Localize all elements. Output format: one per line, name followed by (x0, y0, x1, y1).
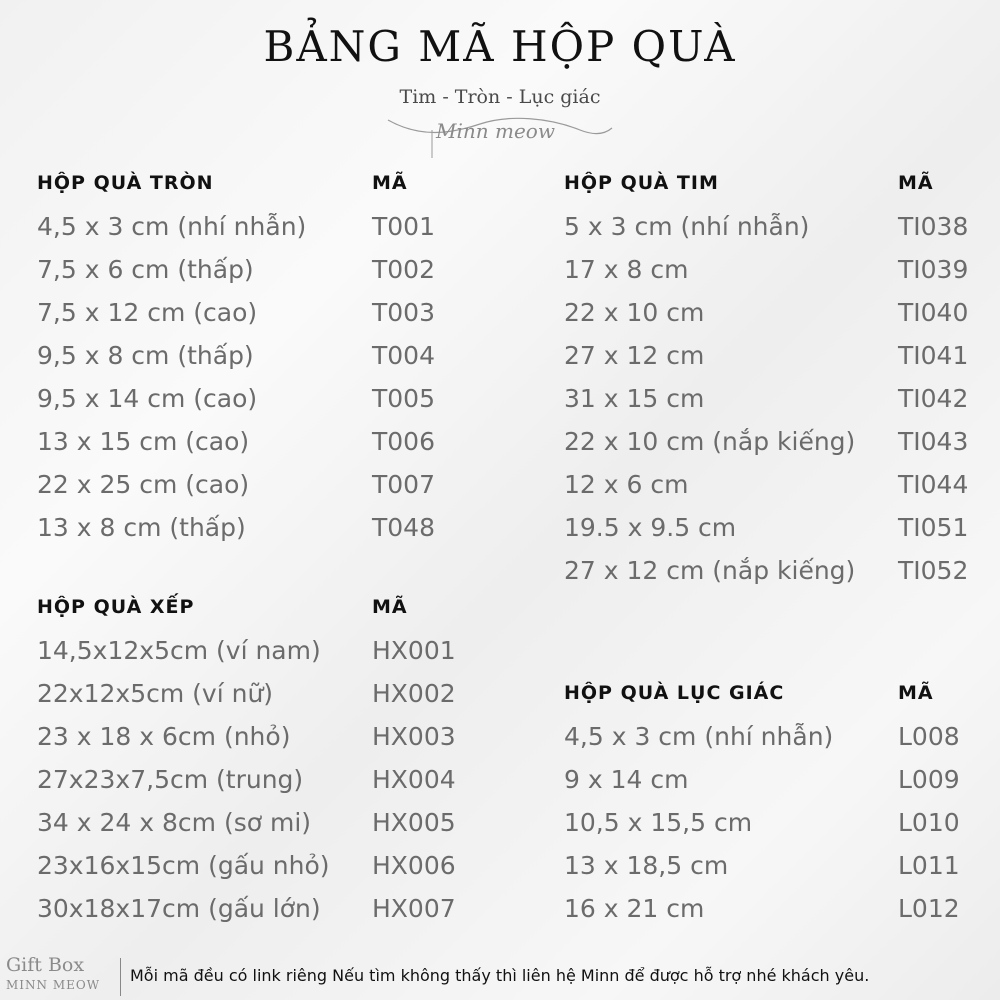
item-size: 31 x 15 cm (564, 384, 705, 413)
table-row (564, 255, 984, 284)
table-row (37, 470, 487, 499)
table-row (37, 722, 487, 751)
footer-note: Mỗi mã đều có link riêng Nếu tìm không thấy thì liên hệ Minn để được hỗ trợ nhé khách yêu. (130, 966, 870, 985)
item-code: T001 (372, 212, 435, 241)
item-code: T002 (372, 255, 435, 284)
item-size: 12 x 6 cm (564, 470, 689, 499)
item-code: HX005 (372, 808, 456, 837)
item-size: 9,5 x 8 cm (thấp) (37, 341, 254, 370)
table-row (37, 427, 487, 456)
item-code: TI044 (898, 470, 969, 499)
item-code: TI043 (898, 427, 969, 456)
item-size: 19.5 x 9.5 cm (564, 513, 737, 542)
code-column-header: MÃ (372, 596, 408, 618)
table-row (37, 513, 487, 542)
item-size: 5 x 3 cm (nhí nhẫn) (564, 212, 810, 241)
section-header (564, 172, 984, 194)
item-size: 16 x 21 cm (564, 894, 705, 923)
table-row (564, 765, 984, 794)
item-size: 13 x 18,5 cm (564, 851, 729, 880)
item-code: T004 (372, 341, 435, 370)
table-row (564, 427, 984, 456)
item-size: 22 x 10 cm (564, 298, 705, 327)
item-size: 9 x 14 cm (564, 765, 689, 794)
footer-brand-logo (6, 954, 116, 994)
code-column-header: MÃ (372, 172, 408, 194)
table-row (564, 341, 984, 370)
item-code: T048 (372, 513, 435, 542)
table-row (37, 384, 487, 413)
section-title: HỘP QUÀ TRÒN (37, 172, 214, 194)
table-row (37, 765, 487, 794)
item-size: 10,5 x 15,5 cm (564, 808, 753, 837)
table-row (37, 808, 487, 837)
item-size: 13 x 15 cm (cao) (37, 427, 250, 456)
table-row (564, 298, 984, 327)
item-size: 22 x 25 cm (cao) (37, 470, 250, 499)
table-row (564, 722, 984, 751)
item-code: HX003 (372, 722, 456, 751)
item-code: TI040 (898, 298, 969, 327)
item-code: L008 (898, 722, 960, 751)
section-title: HỘP QUÀ TIM (564, 172, 719, 194)
item-code: TI041 (898, 341, 969, 370)
section-header (37, 172, 487, 194)
item-size: 13 x 8 cm (thấp) (37, 513, 246, 542)
signature-logo (380, 108, 620, 164)
table-row (37, 636, 487, 665)
page-subtitle: Tim - Tròn - Lục giác (399, 86, 601, 108)
item-code: T007 (372, 470, 435, 499)
item-size: 22 x 10 cm (nắp kiếng) (564, 427, 856, 456)
table-row (564, 808, 984, 837)
item-code: L010 (898, 808, 960, 837)
item-code: HX007 (372, 894, 456, 923)
brand-line-2: MINN MEOW (6, 978, 101, 992)
section-title: HỘP QUÀ LỤC GIÁC (564, 682, 785, 704)
footer-divider (120, 958, 121, 996)
section-header (37, 596, 487, 618)
table-row (564, 212, 984, 241)
table-row (564, 384, 984, 413)
item-size: 27 x 12 cm (564, 341, 705, 370)
item-size: 9,5 x 14 cm (cao) (37, 384, 258, 413)
table-row (564, 556, 984, 585)
item-code: TI038 (898, 212, 969, 241)
item-code: HX004 (372, 765, 456, 794)
table-row (564, 851, 984, 880)
item-code: HX001 (372, 636, 456, 665)
section-title: HỘP QUÀ XẾP (37, 596, 195, 618)
code-column-header: MÃ (898, 172, 934, 194)
table-row (37, 894, 487, 923)
item-code: TI051 (898, 513, 969, 542)
table-row (37, 298, 487, 327)
signature-text: Minn meow (436, 119, 555, 143)
item-code: HX002 (372, 679, 456, 708)
table-row (37, 851, 487, 880)
item-code: TI052 (898, 556, 969, 585)
table-row (37, 341, 487, 370)
table-row (37, 255, 487, 284)
table-row (37, 679, 487, 708)
item-size: 7,5 x 6 cm (thấp) (37, 255, 254, 284)
item-size: 27x23x7,5cm (trung) (37, 765, 304, 794)
item-code: TI039 (898, 255, 969, 284)
code-column-header: MÃ (898, 682, 934, 704)
item-size: 4,5 x 3 cm (nhí nhẫn) (564, 722, 834, 751)
item-size: 7,5 x 12 cm (cao) (37, 298, 258, 327)
item-code: L012 (898, 894, 960, 923)
item-code: L009 (898, 765, 960, 794)
brand-line-1: Gift Box (6, 954, 85, 976)
table-row (564, 894, 984, 923)
item-size: 22x12x5cm (ví nữ) (37, 679, 274, 708)
item-size: 27 x 12 cm (nắp kiếng) (564, 556, 856, 585)
item-code: T003 (372, 298, 435, 327)
item-code: TI042 (898, 384, 969, 413)
item-code: HX006 (372, 851, 456, 880)
item-size: 23 x 18 x 6cm (nhỏ) (37, 722, 291, 751)
item-code: T005 (372, 384, 435, 413)
item-size: 17 x 8 cm (564, 255, 689, 284)
item-size: 30x18x17cm (gấu lớn) (37, 894, 321, 923)
table-row (37, 212, 487, 241)
table-row (564, 470, 984, 499)
page-title: BẢNG MÃ HỘP QUÀ (263, 22, 737, 71)
item-code: T006 (372, 427, 435, 456)
item-size: 34 x 24 x 8cm (sơ mi) (37, 808, 312, 837)
item-size: 23x16x15cm (gấu nhỏ) (37, 851, 330, 880)
item-size: 4,5 x 3 cm (nhí nhẫn) (37, 212, 307, 241)
item-code: L011 (898, 851, 960, 880)
section-header (564, 682, 984, 704)
table-row (564, 513, 984, 542)
item-size: 14,5x12x5cm (ví nam) (37, 636, 321, 665)
